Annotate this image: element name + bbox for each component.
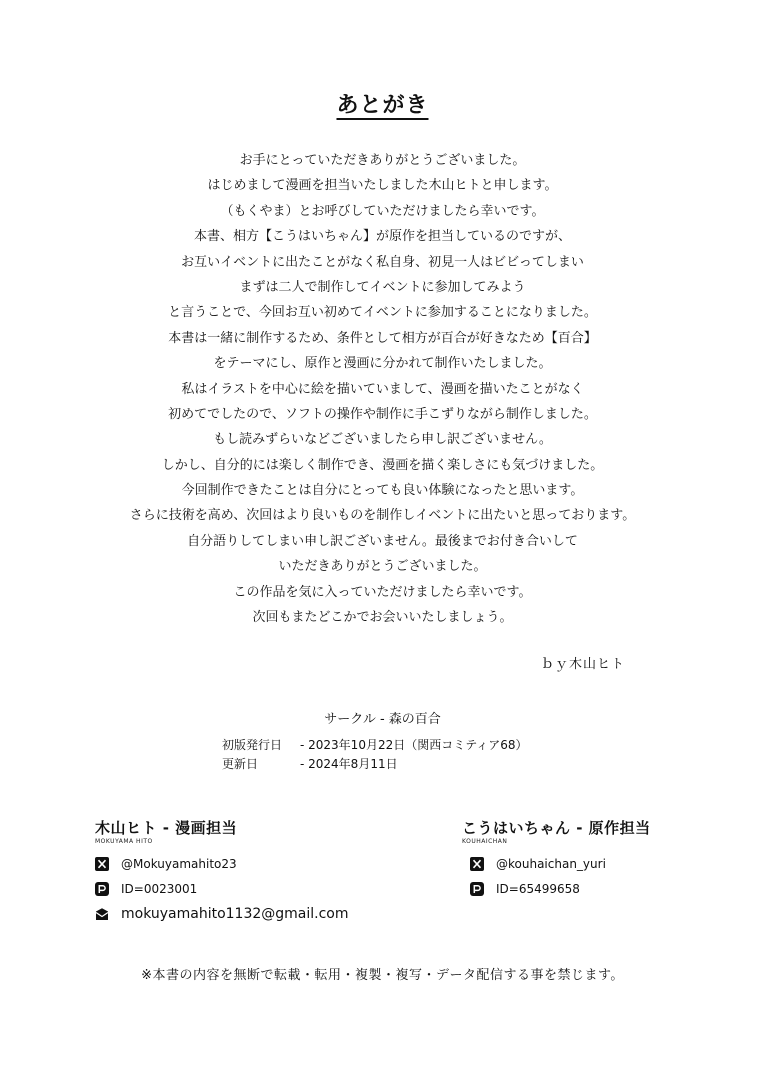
afterword-line: と言うことで、今回お互い初めてイベントに参加することになりました。: [168, 305, 597, 321]
afterword-line: いただきありがとうございました。: [278, 559, 487, 575]
afterword-line: 私はイラストを中心に絵を描いていまして、漫画を描いたことがなく: [181, 381, 584, 397]
contact-x[interactable]: [95, 852, 349, 875]
contact-x[interactable]: [462, 852, 651, 875]
afterword-line: 今回制作できたことは自分にとっても良い体験になったと思います。: [181, 483, 584, 499]
release-label: 初版発行日: [222, 738, 283, 752]
page-title: [0, 88, 765, 119]
afterword-line: 本書、相方【こうはいちゃん】が原作を担当しているのですが、: [193, 229, 571, 245]
afterword-line: この作品を気に入っていただけましたら幸いです。: [233, 584, 532, 600]
afterword-line: 本書は一緒に制作するため、条件として相方が百合が好きなため【百合】: [168, 330, 597, 346]
release-value: - 2024年8月11日: [300, 757, 398, 771]
x-logo-icon: [95, 857, 109, 871]
x-handle[interactable]: @Mokuyamahito23: [121, 856, 237, 871]
release-label: 更新日: [222, 757, 259, 771]
signature: ｂｙ木山ヒト: [540, 657, 625, 672]
afterword-line: お手にとっていただきありがとうございました。: [239, 153, 526, 168]
copyright-notice: ※本書の内容を無断で転載・転用・複製・複写・データ配信する事を禁じます。: [141, 968, 624, 983]
pixiv-icon: [95, 882, 109, 896]
pixiv-id[interactable]: ID=65499658: [496, 881, 580, 896]
credit-heading: こうはいちゃん - 原作担当: [462, 819, 651, 837]
mail-icon: [95, 907, 109, 921]
contact-pixiv[interactable]: [95, 877, 349, 900]
afterword-line: しかし、自分的には楽しく制作でき、漫画を描く楽しさにも気づけました。: [161, 457, 604, 473]
afterword-line: をテーマにし、原作と漫画に分かれて制作いたしました。: [213, 356, 552, 372]
email-address[interactable]: mokuyamahito1132@gmail.com: [121, 905, 349, 922]
contact-pixiv[interactable]: [462, 877, 651, 900]
afterword-line: 次回もまたどこかでお会いいたしましょう。: [252, 610, 513, 626]
title-text: あとがき: [336, 93, 429, 118]
pixiv-icon: [470, 882, 484, 896]
afterword-line: お互いイベントに出たことがなく私自身、初見一人はビビってしまい: [181, 254, 584, 270]
afterword-line: （もくやま）とお呼びしていただけましたら幸いです。: [220, 203, 545, 219]
afterword-line: まずは二人で制作してイベントに参加してみよう: [239, 279, 526, 295]
credit-heading: 木山ヒト - 漫画担当: [95, 819, 238, 837]
x-handle[interactable]: @kouhaichan_yuri: [496, 856, 606, 871]
release-row-updated: [222, 755, 528, 774]
afterword-line: もし読みずらいなどございましたら申し訳ございません。: [213, 432, 552, 448]
contact-email[interactable]: [95, 902, 349, 925]
credit-original-author: [462, 818, 651, 900]
credit-romaji: KOUHAICHAN: [462, 838, 508, 845]
release-value: - 2023年10月22日（関西コミティア68）: [300, 738, 528, 752]
afterword-line: 自分語りしてしまい申し訳ございません。最後までお付き合いして: [187, 533, 578, 549]
afterword-line: はじめまして漫画を担当いたしました木山ヒトと申します。: [207, 178, 558, 194]
circle-name: サークル - 森の百合: [324, 712, 441, 727]
credit-romaji: MOKUYAMA HITO: [95, 838, 153, 845]
afterword-line: 初めてでしたので、ソフトの操作や制作に手こずりながら制作しました。: [168, 406, 597, 422]
credit-manga-artist: [95, 818, 349, 925]
afterword-body: [0, 148, 765, 630]
afterword-line: さらに技術を高め、次回はより良いものを制作しイベントに出たいと思っております。: [129, 508, 636, 524]
pixiv-id[interactable]: ID=0023001: [121, 881, 198, 896]
x-logo-icon: [470, 857, 484, 871]
release-row-first-edition: [222, 736, 528, 755]
release-info: [222, 736, 528, 774]
